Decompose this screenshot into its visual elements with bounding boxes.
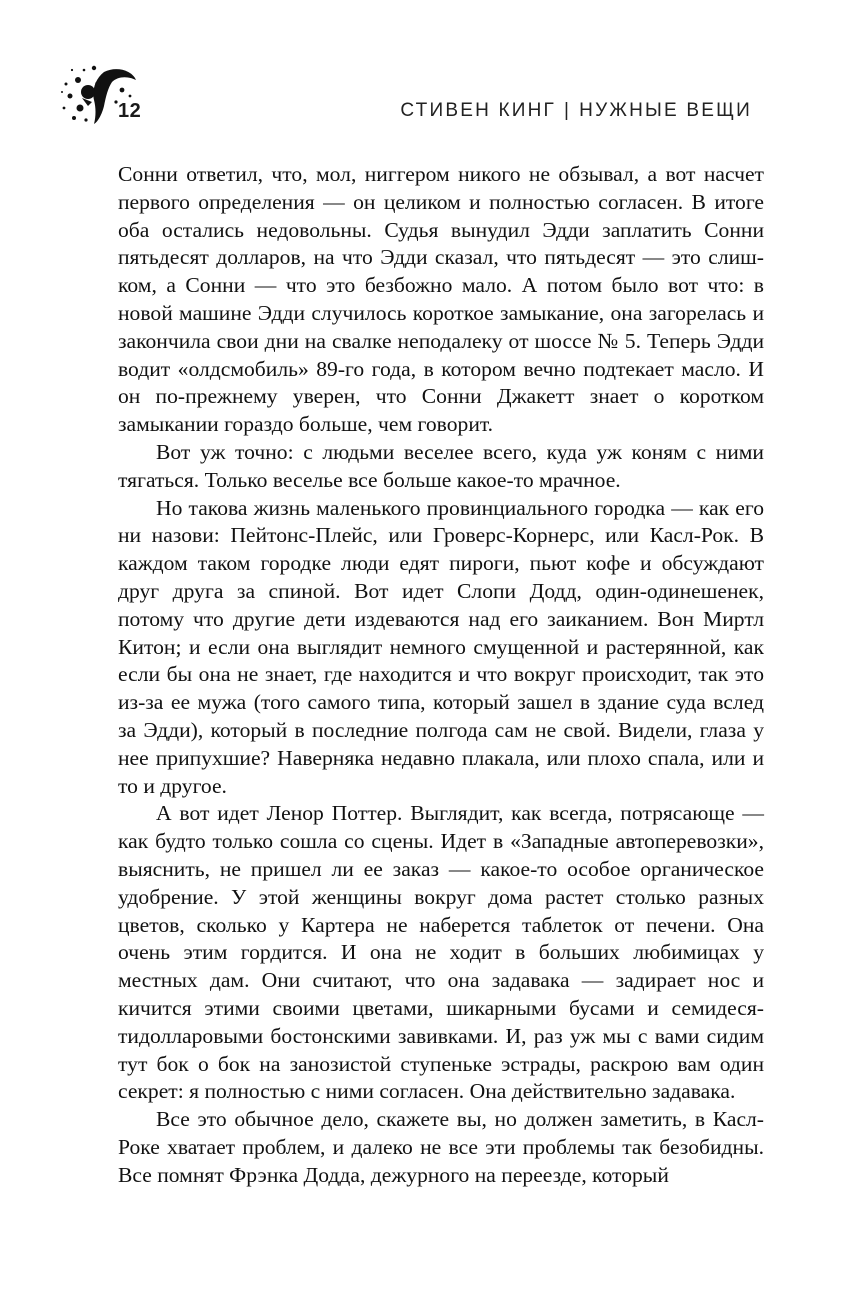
paragraph: Но такова жизнь маленького провинциального городка — как его ни назови: Пейтонс-Плейс, или Гроверс-Корнерс, или Касл-Рок. В каждом таком городке люди едят пироги, пьют кофе и обсуждают друг друга за спиной. Вот идет Слопи Додд, один-одинешенек, потому что другие дети издеваются над его заиканием. Вон Миртл Китон; и если она выглядит немного смущенной и растерянной, как если бы она не знает, где находится и что вокруг происходит, так это из-за ее мужа (того самого типа, который зашел в здание суда вслед за Эдди), который в последние полгода сам не свой. Видели, глаза у нее припухшие? Наверняка недавно плакала, или плохо спала, или и то и другое. <box>118 495 764 798</box>
paragraph: Все это обычное дело, скажете вы, но должен заметить, в Касл-Роке хватает проблем, и далеко не все эти проблемы так безобидны. Все помнят Фрэнка Додда, дежурного на переезде, который <box>118 1107 764 1187</box>
author-name: СТИВЕН КИНГ <box>400 100 557 121</box>
paragraph: Сонни ответил, что, мол, ниггером никого не обзывал, а вот насчет первого определения — он целиком и полностью согласен. В итоге оба остались недовольны. Судья вынудил Эдди заплатить Сонни пятьдесят долларов, на что Эдди сказал, что пятьдесят — это слишком, а Сонни — что это безбожно мало. А потом было вот что: в новой машине Эдди случилось короткое замыкание, она загорелась и закончила свои дни на свалке неподалеку от шоссе № 5. Теперь Эдди водит «олдсмобиль» 89-го года, в котором вечно подтекает масло. И он по-прежнему уверен, что Сонни Джакетт знает о коротком замыкании гораздо больше, чем говорит. <box>118 162 764 437</box>
running-head-separator: | <box>564 100 572 121</box>
page-number: 12 <box>118 100 142 122</box>
running-head <box>400 100 752 122</box>
body-text <box>118 161 764 1189</box>
paragraph: А вот идет Ленор Поттер. Выглядит, как всегда, потрясающе — как будто только сошла со сцены. Идет в «Западные автоперевозки», выяснить, не пришел ли ее заказ — какое-то особое органическое удобрение. У этой женщины вокруг дома растет столько разных цветов, сколько у Картера не наберется таблеток от печени. Она очень этим гордится. И она не ходит в больших любимицах у местных дам. Они считают, что она задавака — задирает нос и кичится этими своими цветами, шикарными бусами и семидесятидолларовыми бостонскими завивками. И, раз уж мы с вами сидим тут бок о бок на занозистой ступеньке эстрады, раскрою вам один секрет: я полностью с ними согласен. Она действительно задавака. <box>118 801 764 1104</box>
book-title: НУЖНЫЕ ВЕЩИ <box>579 100 752 121</box>
paragraph: Вот уж точно: с людьми веселее всего, куда уж коням с ними тягаться. Только веселье все больше какое-то мрачное. <box>118 439 764 492</box>
